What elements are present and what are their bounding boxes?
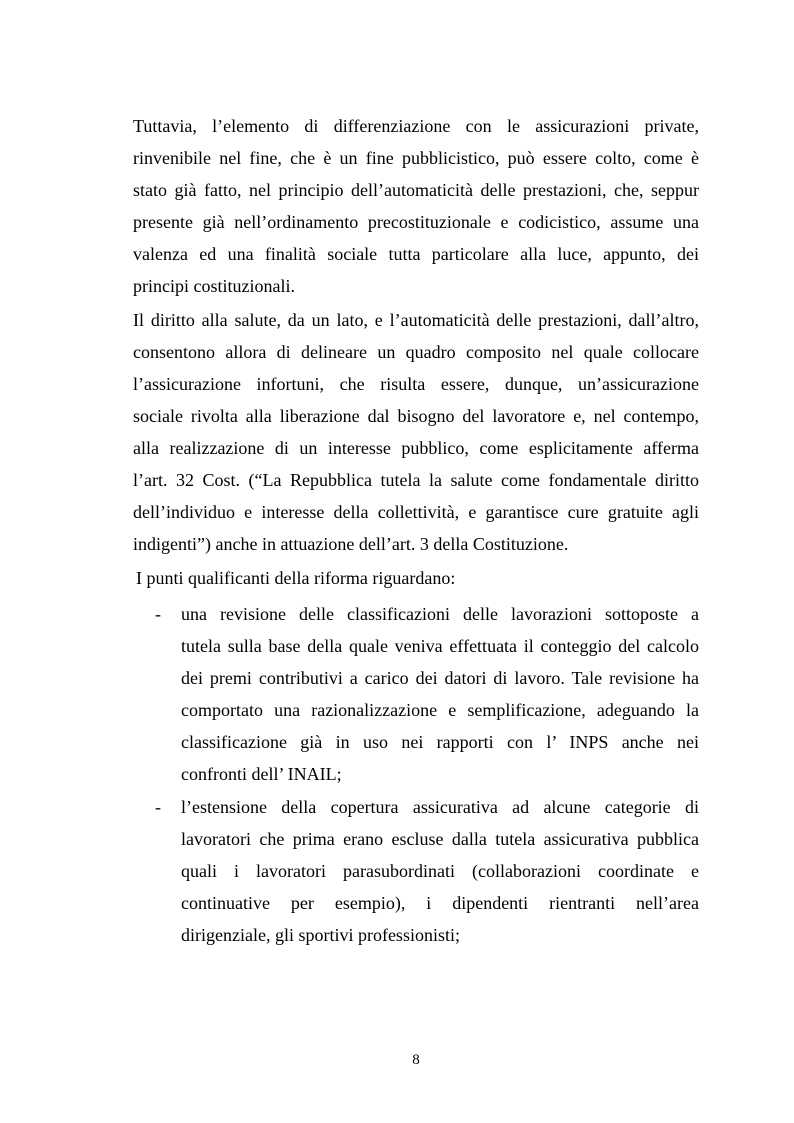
text-line: lavoratori che prima erano escluse dalla tutela assicurativa pubblica — [181, 829, 699, 849]
text-line: l’assicurazione infortuni, che risulta essere, dunque, un’assicurazione — [133, 374, 699, 394]
text-line: classificazione già in uso nei rapporti con l’ INPS anche nei — [181, 732, 699, 752]
list-item-text — [181, 598, 699, 790]
text-line: rinvenibile nel fine, che è un fine pubblicistico, può essere colto, come è — [133, 148, 699, 168]
text-line: una revisione delle classificazioni delle lavorazioni sottoposte a — [181, 604, 699, 624]
text-line: dirigenziale, gli sportivi professionisti; — [181, 925, 460, 945]
page-number: 8 — [412, 1052, 420, 1068]
text-line: l’art. 32 Cost. (“La Repubblica tutela la salute come fondamentale diritto — [133, 470, 699, 490]
text-line: valenza ed una finalità sociale tutta particolare alla luce, appunto, dei — [133, 244, 699, 264]
text-line: Il diritto alla salute, da un lato, e l’automaticità delle prestazioni, dall’altro, — [133, 310, 699, 330]
text-line: comportato una razionalizzazione e semplificazione, adeguando la — [181, 700, 699, 720]
text-line: alla realizzazione di un interesse pubblico, come esplicitamente afferma — [133, 438, 699, 458]
text-line: stato già fatto, nel principio dell’automaticità delle prestazioni, che, seppur — [133, 180, 699, 200]
paragraph-2 — [133, 304, 699, 560]
text-line: quali i lavoratori parasubordinati (collaborazioni coordinate e — [181, 861, 699, 881]
text-line: confronti dell’ INAIL; — [181, 764, 342, 784]
text-line: indigenti”) anche in attuazione dell’art. 3 della Costituzione. — [133, 534, 569, 554]
list-item-text — [181, 791, 699, 951]
text-line: sociale rivolta alla liberazione dal bisogno del lavoratore e, nel contempo, — [133, 406, 699, 426]
text-line: tutela sulla base della quale veniva effettuata il conteggio del calcolo — [181, 636, 699, 656]
text-line: presente già nell’ordinamento precostituzionale e codicistico, assume una — [133, 212, 699, 232]
paragraph-1 — [133, 110, 699, 302]
text-line: Tuttavia, l’elemento di differenziazione con le assicurazioni private, — [133, 116, 699, 136]
text-line: l’estensione della copertura assicurativa ad alcune categorie di — [181, 797, 699, 817]
dash-bullet: - — [155, 604, 161, 624]
text-line: principi costituzionali. — [133, 276, 295, 296]
text-line: dell’individuo e interesse della collettività, e garantisce cure gratuite agli — [133, 502, 699, 522]
text-line: consentono allora di delineare un quadro composito nel quale collocare — [133, 342, 699, 362]
text-line: I punti qualificanti della riforma riguardano: — [136, 568, 456, 588]
text-line: dei premi contributivi a carico dei datori di lavoro. Tale revisione ha — [181, 668, 699, 688]
list-intro — [136, 562, 702, 594]
text-line: continuative per esempio), i dipendenti rientranti nell’area — [181, 893, 699, 913]
dash-bullet: - — [155, 797, 161, 817]
